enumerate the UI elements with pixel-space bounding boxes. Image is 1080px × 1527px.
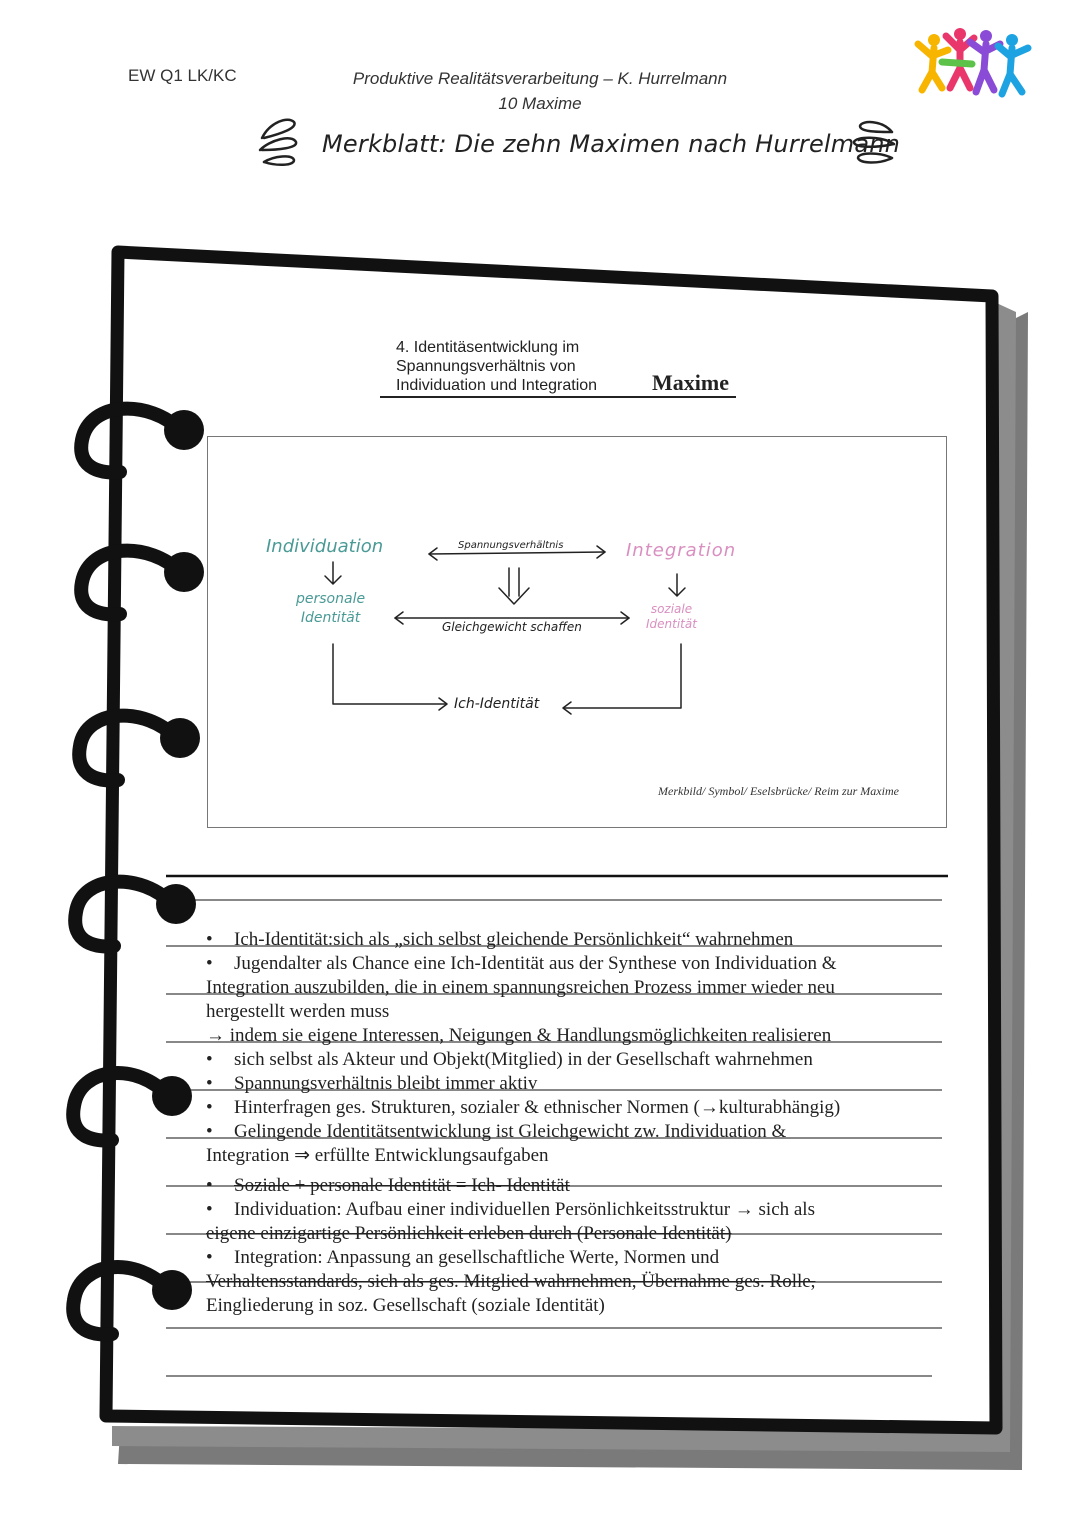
maxime-heading-line-1: 4. Identitäsentwicklung im: [396, 339, 580, 356]
personale-connector: [333, 644, 445, 704]
note-line: • Gelingende Identitätsentwicklung ist Gleichgewicht zw. Individuation &: [206, 1121, 787, 1142]
note-line: • Soziale + personale Identität = Ich- Identität: [206, 1175, 570, 1196]
note-line: • Individuation: Aufbau einer individuellen Persönlichkeitsstruktur → sich als: [206, 1199, 815, 1220]
gleichgewicht-label: Gleichgewicht schaffen: [442, 620, 582, 634]
diagram-caption: Merkbild/ Symbol/ Eselsbrücke/ Reim zur Maxime: [658, 784, 899, 798]
note-10a: Integration: Anpassung an gesellschaftliche Werte, Normen und: [234, 1247, 720, 1268]
title-line-2: 10 Maxime: [498, 94, 582, 113]
soziale-line-1: soziale: [650, 602, 693, 616]
maxime-heading-line-2: Spannungsverhältnis von: [396, 358, 576, 375]
maxime-heading: [396, 338, 597, 395]
note-7a: Gelingende Identitätsentwicklung ist Gleichgewicht zw. Individuation &: [234, 1121, 787, 1142]
individuation-down-arrow: [325, 562, 341, 584]
diagram-arrows: [207, 436, 947, 828]
title-line-1: Produktive Realitätsverarbeitung – K. Hurrelmann: [352, 69, 728, 88]
soziale-connector: [565, 644, 681, 708]
maxime-label: Maxime: [652, 370, 729, 395]
ich-identitaet-label: Ich-Identität: [454, 696, 540, 712]
soziale-line-2: Identität: [646, 617, 697, 631]
note-line: • Hinterfragen ges. Strukturen, sozialer & ethnischer Normen (→kulturabhängig): [206, 1097, 841, 1118]
note-1: Ich-Identität:sich als „sich selbst gleichende Persönlichkeit“ wahrnehmen: [234, 929, 794, 950]
personale-line-2: Identität: [300, 610, 361, 626]
note-2b: Integration auszubilden, die in einem spannungsreichen Prozess immer wieder neu: [206, 977, 835, 998]
note-9b: eigene einzigartige Persönlichkeit erleben durch (Personale Identität): [206, 1223, 732, 1244]
notes-section: [206, 928, 946, 1318]
note-7b: Integration ⇒ erfüllte Entwicklungsaufgaben: [206, 1145, 549, 1166]
maxime-heading-line-3: Individuation und Integration: [396, 377, 598, 394]
note-5: Spannungsverhältnis bleibt immer aktiv: [234, 1073, 538, 1094]
note-3: → indem sie eigene Interessen, Neigungen & Handlungsmöglichkeiten realisieren: [206, 1025, 832, 1046]
note-8: Soziale + personale Identität = Ich- Identität: [234, 1175, 570, 1196]
integration-label: Integration: [626, 540, 737, 561]
maxime-underline: [380, 396, 736, 398]
note-10c: Eingliederung in soz. Gesellschaft (soziale Identität): [206, 1295, 605, 1316]
note-9a: Individuation: Aufbau einer individuellen Persönlichkeitsstruktur → sich als: [234, 1199, 815, 1220]
note-line: • Jugendalter als Chance eine Ich-Identität aus der Synthese von Individuation &: [206, 953, 837, 974]
merkblatt-title: Merkblatt: Die zehn Maximen nach Hurrelmann: [322, 130, 901, 158]
personale-line-1: personale: [296, 591, 366, 607]
note-2a: Jugendalter als Chance eine Ich-Identität aus der Synthese von Individuation &: [234, 953, 837, 974]
note-line: • Spannungsverhältnis bleibt immer aktiv: [206, 1073, 538, 1094]
note-10b: Verhaltensstandards, sich als ges. Mitglied wahrnehmen, Übernahme ges. Rolle,: [206, 1271, 816, 1292]
note-2c: hergestellt werden muss: [206, 1001, 390, 1022]
note-line: • sich selbst als Akteur und Objekt(Mitglied) in der Gesellschaft wahrnehmen: [206, 1049, 813, 1070]
note-line: • Integration: Anpassung an gesellschaftliche Werte, Normen und: [206, 1247, 720, 1268]
spannung-label: Spannungsverhältnis: [458, 540, 564, 551]
course-label: EW Q1 LK/KC: [128, 66, 237, 85]
integration-down-arrow: [669, 574, 685, 596]
individuation-label: Individuation: [266, 536, 384, 557]
spannung-arrow: [429, 552, 605, 554]
note-line: • Ich-Identität:sich als „sich selbst gleichende Persönlichkeit“ wahrnehmen: [206, 929, 794, 950]
double-down-arrow: [499, 568, 529, 604]
note-4: sich selbst als Akteur und Objekt(Mitglied) in der Gesellschaft wahrnehmen: [234, 1049, 813, 1070]
note-6: Hinterfragen ges. Strukturen, sozialer & ethnischer Normen (→kulturabhängig): [234, 1097, 841, 1118]
